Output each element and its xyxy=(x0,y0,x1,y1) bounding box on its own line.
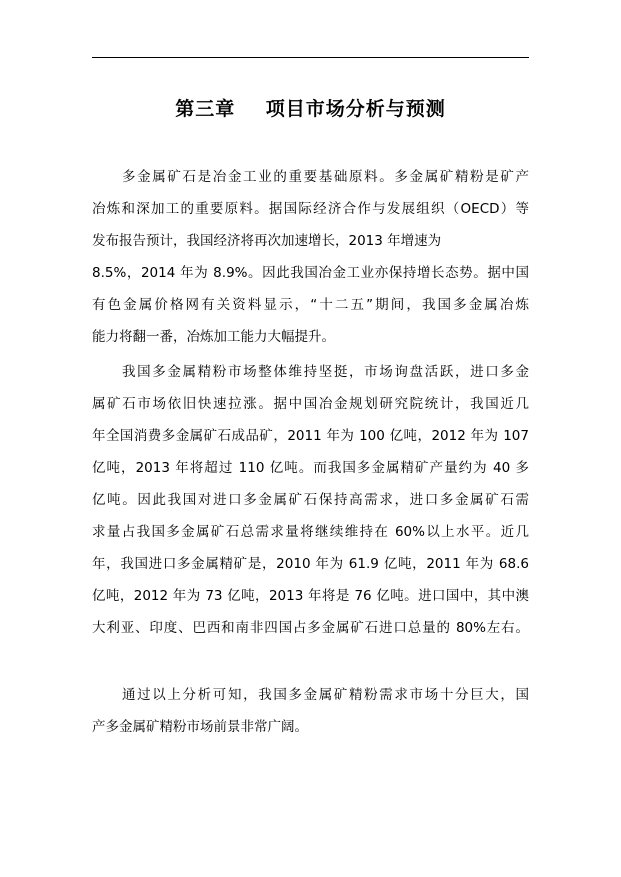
paragraph-2-line-8: 亿吨，2012 年为 73 亿吨，2013 年将是 76 亿吨。进口国中，其中澳 xyxy=(92,588,529,604)
paragraph-2-line-1: 我国多金属精粉市场整体维持坚挺，市场询盘活跃，进口多金 xyxy=(122,364,529,380)
paragraph-1-line-2: 冶炼和深加工的重要原料。据国际经济合作与发展组织（OECD）等 xyxy=(92,201,529,217)
chapter-title: 第三章 项目市场分析与预测 xyxy=(175,98,446,120)
paragraph-2-line-5: 亿吨。因此我国对进口多金属矿石保持高需求，进口多金属矿石需 xyxy=(92,492,529,508)
paragraph-3-line-2: 产多金属矿精粉市场前景非常广阔。 xyxy=(92,719,308,735)
paragraph-2-line-6: 求量占我国多金属矿石总需求量将继续维持在 60%以上水平。近几 xyxy=(92,524,529,540)
paragraph-1-line-3: 发布报告预计，我国经济将再次加速增长，2013 年增速为 xyxy=(92,233,442,249)
paragraph-2-line-3: 年全国消费多金属矿石成品矿，2011 年为 100 亿吨，2012 年为 107 xyxy=(92,428,529,444)
paragraph-1-line-5: 有色金属价格网有关资料显示，“十二五”期间，我国多金属冶炼 xyxy=(92,297,529,313)
paragraph-2-line-7: 年，我国进口多金属精矿是，2010 年为 61.9 亿吨，2011 年为 68.6 xyxy=(92,556,529,572)
paragraph-1-line-6: 能力将翻一番，冶炼加工能力大幅提升。 xyxy=(92,329,335,345)
paragraph-1-line-1: 多金属矿石是冶金工业的重要基础原料。多金属矿精粉是矿产 xyxy=(122,169,529,185)
paragraph-3-line-1: 通过以上分析可知，我国多金属矿精粉需求市场十分巨大，国 xyxy=(122,687,529,703)
paragraph-2-line-9: 大利亚、印度、巴西和南非四国占多金属矿石进口总量的 80%左右。 xyxy=(92,620,529,636)
paragraph-1-line-4: 8.5%，2014 年为 8.9%。因此我国冶金工业亦保持增长态势。据中国 xyxy=(92,265,529,281)
header-rule xyxy=(92,57,529,58)
paragraph-2-line-2: 属矿石市场依旧快速拉涨。据中国冶金规划研究院统计，我国近几 xyxy=(92,396,529,412)
paragraph-2-line-4: 亿吨，2013 年将超过 110 亿吨。而我国多金属精矿产量约为 40 多 xyxy=(92,460,529,476)
